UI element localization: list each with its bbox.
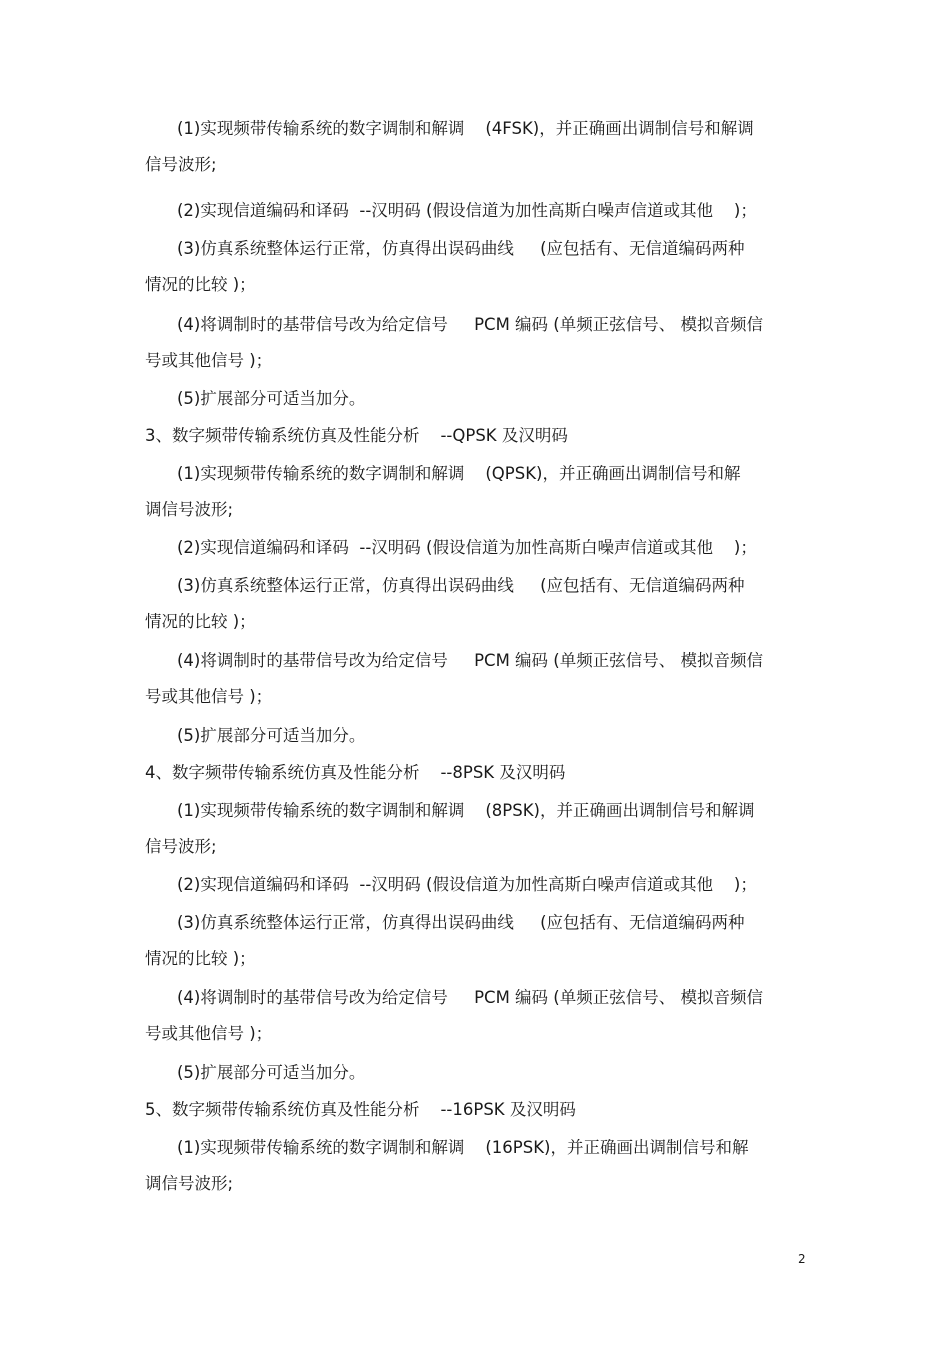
section-heading: 4、数字频带传输系统仿真及性能分析 --8PSK 及汉明码	[145, 763, 566, 782]
text-line: (5)扩展部分可适当加分。	[177, 1063, 366, 1082]
text-line: (2)实现信道编码和译码 --汉明码 (假设信道为加性高斯白噪声信道或其他 )；	[177, 875, 757, 894]
page-number: 2	[798, 1252, 806, 1266]
text-line: (3)仿真系统整体运行正常，仿真得出误码曲线 (应包括有、无信道编码两种	[177, 239, 745, 258]
text-line: (4)将调制时的基带信号改为给定信号 PCM 编码 (单频正弦信号、 模拟音频信	[177, 988, 763, 1007]
text-line: (2)实现信道编码和译码 --汉明码 (假设信道为加性高斯白噪声信道或其他 )；	[177, 538, 757, 557]
text-line: (1)实现频带传输系统的数字调制和解调 (QPSK)，并正确画出调制信号和解	[177, 464, 741, 483]
text-line: (3)仿真系统整体运行正常，仿真得出误码曲线 (应包括有、无信道编码两种	[177, 576, 745, 595]
text-line: (5)扩展部分可适当加分。	[177, 389, 366, 408]
text-line: (1)实现频带传输系统的数字调制和解调 (16PSK)，并正确画出调制信号和解	[177, 1138, 749, 1157]
text-line: (3)仿真系统整体运行正常，仿真得出误码曲线 (应包括有、无信道编码两种	[177, 913, 745, 932]
text-line: (1)实现频带传输系统的数字调制和解调 (8PSK)，并正确画出调制信号和解调	[177, 801, 755, 820]
text-line: (5)扩展部分可适当加分。	[177, 726, 366, 745]
text-line: 号或其他信号 )；	[145, 351, 273, 370]
text-line: (2)实现信道编码和译码 --汉明码 (假设信道为加性高斯白噪声信道或其他 )；	[177, 201, 757, 220]
text-line: 信号波形;	[145, 837, 217, 856]
text-line: 号或其他信号 )；	[145, 687, 273, 706]
text-line: 信号波形;	[145, 155, 217, 174]
text-line: 情况的比较 )；	[145, 612, 256, 631]
section-heading: 3、数字频带传输系统仿真及性能分析 --QPSK 及汉明码	[145, 426, 568, 445]
text-line: 调信号波形;	[145, 500, 234, 519]
text-line: 调信号波形;	[145, 1174, 234, 1193]
text-line: 号或其他信号 )；	[145, 1024, 273, 1043]
text-line: (1)实现频带传输系统的数字调制和解调 (4FSK)，并正确画出调制信号和解调	[177, 119, 754, 138]
text-line: 情况的比较 )；	[145, 275, 256, 294]
text-line: 情况的比较 )；	[145, 949, 256, 968]
section-heading: 5、数字频带传输系统仿真及性能分析 --16PSK 及汉明码	[145, 1100, 576, 1119]
text-line: (4)将调制时的基带信号改为给定信号 PCM 编码 (单频正弦信号、 模拟音频信	[177, 651, 763, 670]
text-line: (4)将调制时的基带信号改为给定信号 PCM 编码 (单频正弦信号、 模拟音频信	[177, 315, 763, 334]
